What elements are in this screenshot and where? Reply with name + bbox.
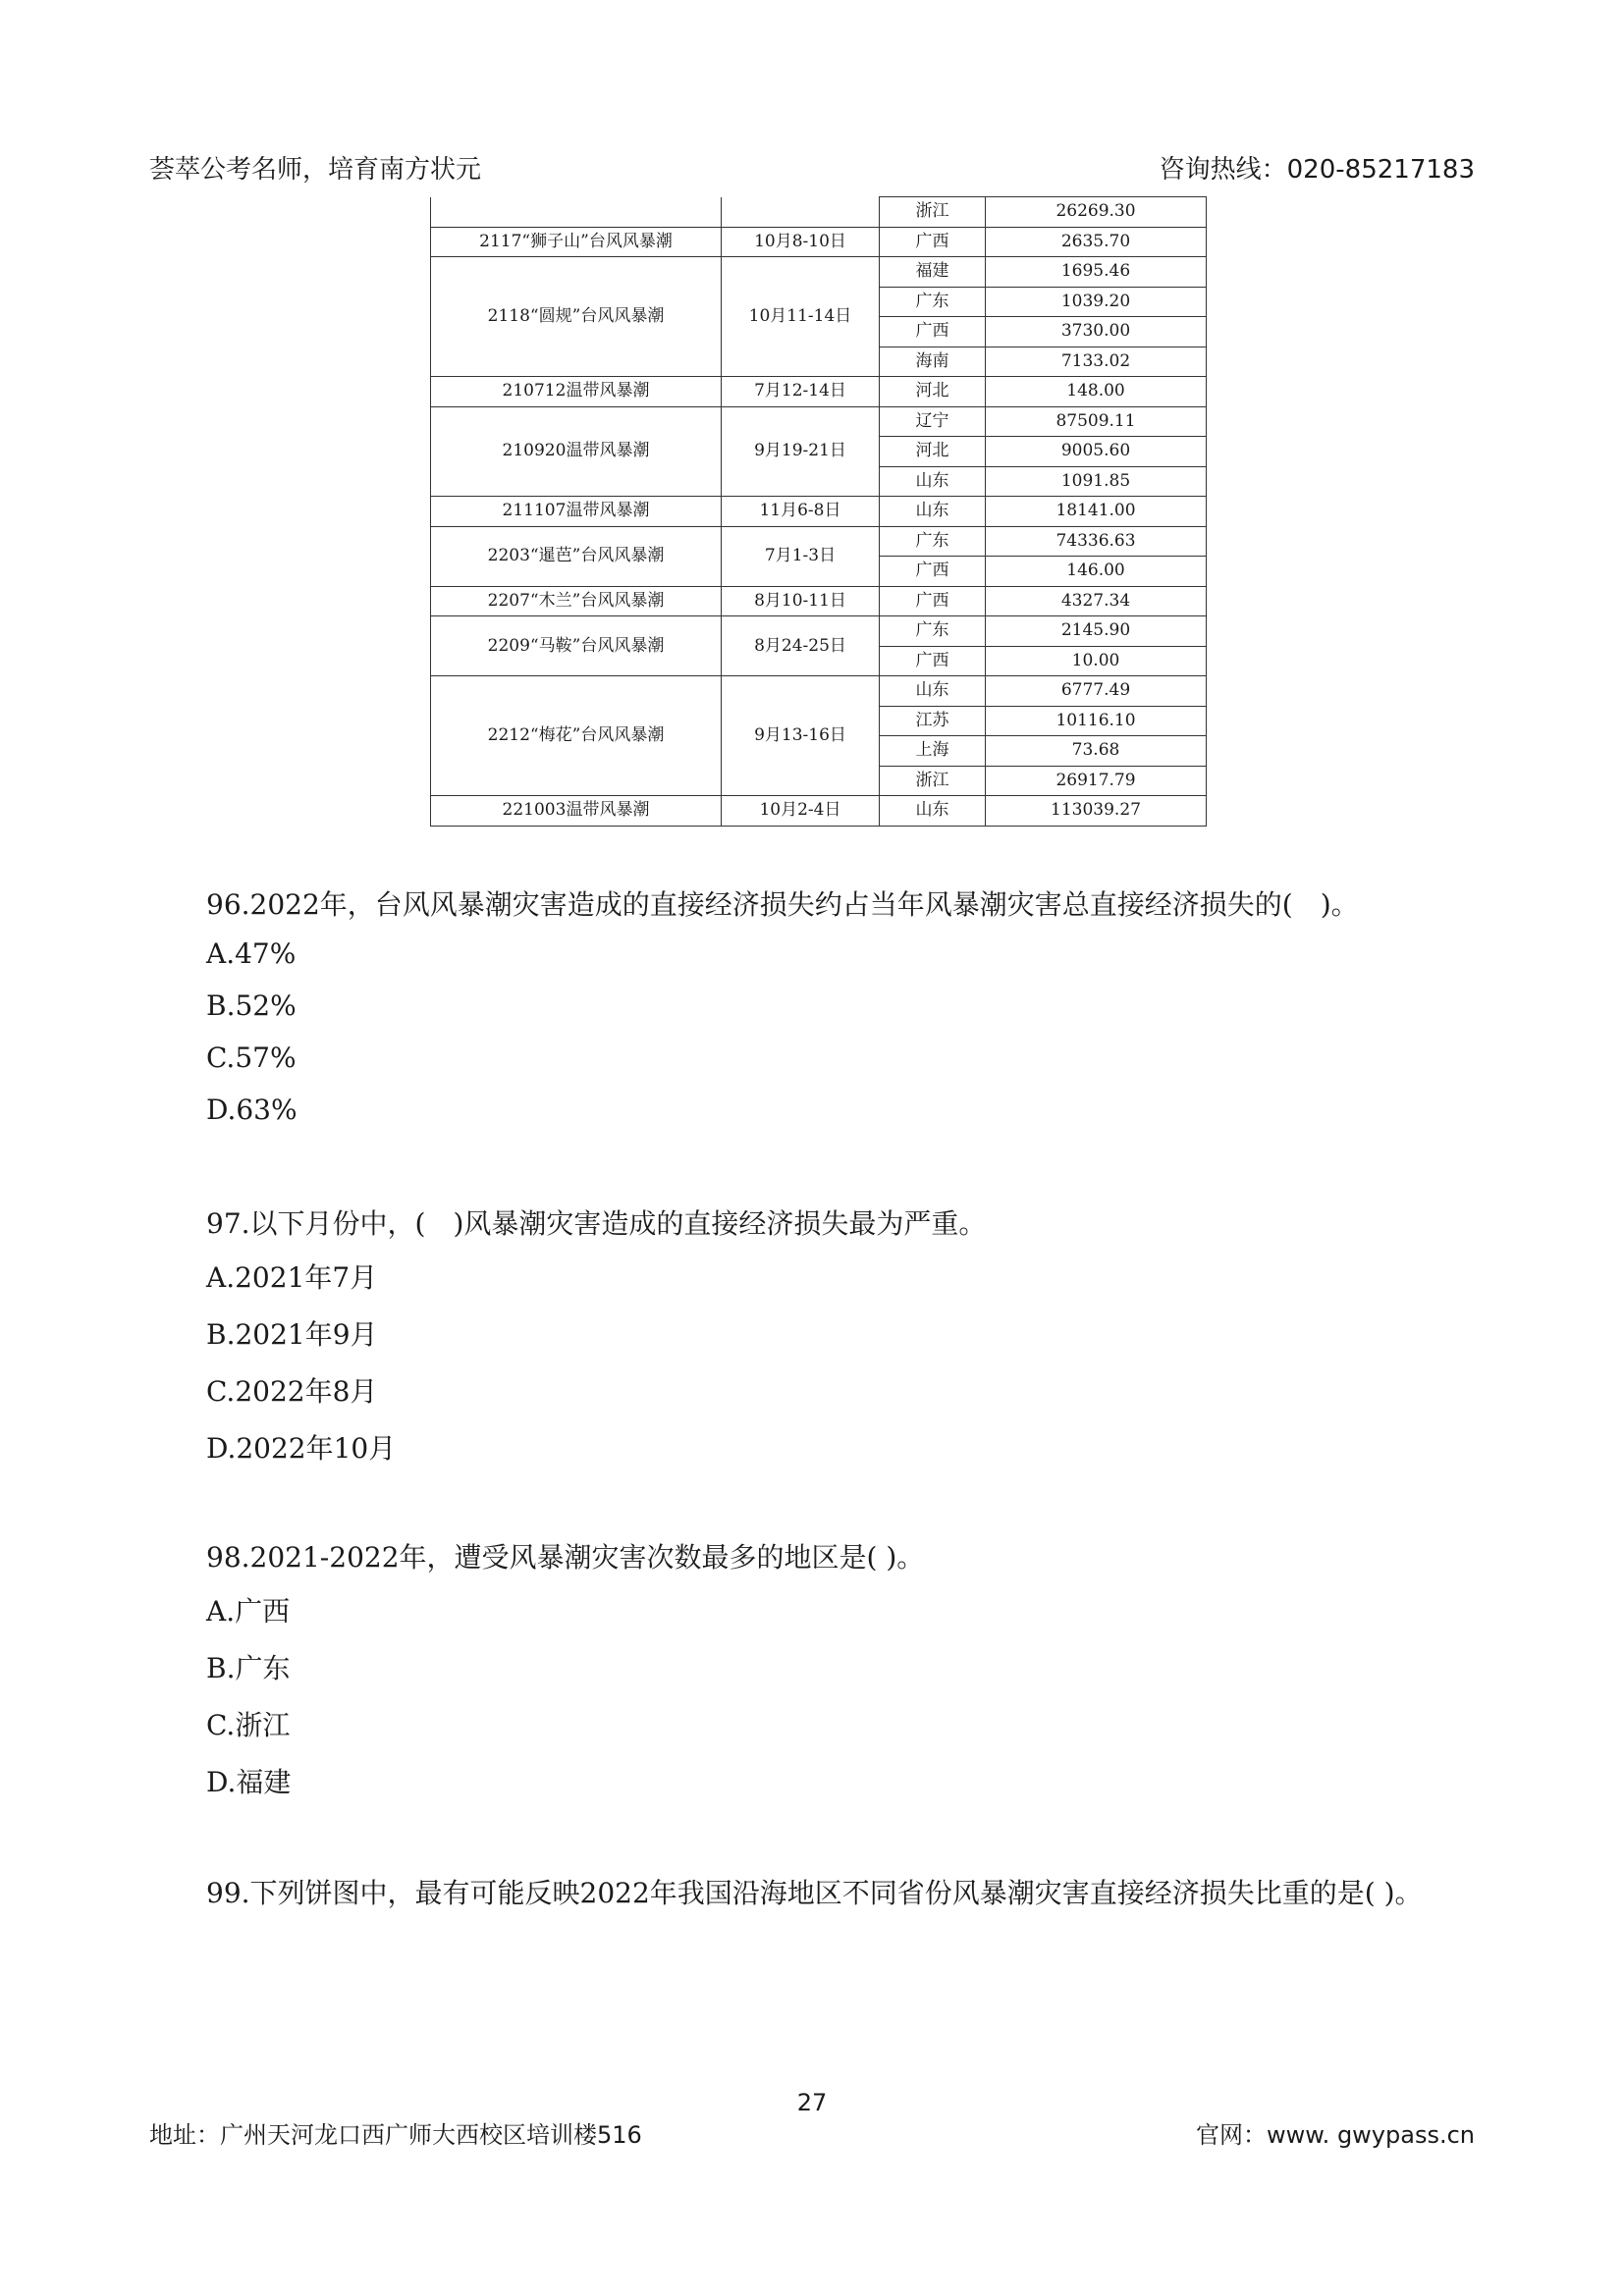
region-cell: 广西 [880, 646, 986, 676]
question-stem: 98.2021-2022年，遭受风暴潮灾害次数最多的地区是( )。 [206, 1541, 925, 1574]
table-row [431, 676, 1207, 707]
table-row [431, 497, 1207, 527]
loss-value-cell: 74336.63 [986, 526, 1207, 557]
date-cell: 10月11-14日 [722, 257, 880, 377]
region-cell: 河北 [880, 437, 986, 467]
event-name-cell: 211107温带风暴潮 [431, 497, 722, 527]
loss-value-cell: 7133.02 [986, 347, 1207, 377]
footer-address: 地址：广州天河龙口西广师大西校区培训楼516 [149, 2121, 642, 2149]
answer-option[interactable]: C.2022年8月 [206, 1375, 378, 1408]
header-slogan: 荟萃公考名师，培育南方状元 [149, 155, 482, 185]
event-name-cell: 2117“狮子山”台风风暴潮 [431, 227, 722, 257]
loss-value-cell: 3730.00 [986, 317, 1207, 347]
table-row [431, 227, 1207, 257]
loss-value-cell: 148.00 [986, 377, 1207, 407]
question-stem: 99.下列饼图中，最有可能反映2022年我国沿海地区不同省份风暴潮灾害直接经济损失比重的是( )。 [206, 1877, 1423, 1909]
date-cell: 9月13-16日 [722, 676, 880, 796]
date-cell [722, 197, 880, 228]
answer-option[interactable]: B.52% [206, 989, 297, 1022]
region-cell: 广西 [880, 586, 986, 616]
date-cell: 9月19-21日 [722, 406, 880, 497]
answer-option[interactable]: B.广东 [206, 1652, 291, 1684]
loss-value-cell: 2635.70 [986, 227, 1207, 257]
table-row [431, 526, 1207, 557]
loss-value-cell: 4327.34 [986, 586, 1207, 616]
region-cell: 广东 [880, 526, 986, 557]
loss-value-cell: 10116.10 [986, 706, 1207, 736]
table-row [431, 197, 1207, 228]
region-cell: 广西 [880, 227, 986, 257]
answer-option[interactable]: D.福建 [206, 1766, 292, 1798]
date-cell: 7月1-3日 [722, 526, 880, 586]
loss-value-cell: 1039.20 [986, 287, 1207, 317]
region-cell: 河北 [880, 377, 986, 407]
storm-surge-loss-table [430, 196, 1207, 827]
answer-option[interactable]: A.2021年7月 [206, 1261, 378, 1294]
loss-value-cell: 87509.11 [986, 406, 1207, 437]
region-cell: 浙江 [880, 766, 986, 796]
answer-option[interactable]: C.浙江 [206, 1709, 291, 1741]
date-cell: 11月6-8日 [722, 497, 880, 527]
region-cell: 上海 [880, 736, 986, 767]
answer-option[interactable]: D.63% [206, 1094, 298, 1126]
loss-value-cell: 2145.90 [986, 616, 1207, 647]
region-cell: 江苏 [880, 706, 986, 736]
region-cell: 山东 [880, 796, 986, 827]
loss-value-cell: 26269.30 [986, 197, 1207, 228]
loss-value-cell: 1695.46 [986, 257, 1207, 288]
date-cell: 10月8-10日 [722, 227, 880, 257]
region-cell: 浙江 [880, 197, 986, 228]
footer-website: 官网：www. gwypass.cn [1196, 2121, 1475, 2149]
loss-value-cell: 73.68 [986, 736, 1207, 767]
region-cell: 山东 [880, 466, 986, 497]
loss-value-cell: 26917.79 [986, 766, 1207, 796]
answer-option[interactable]: A.47% [206, 937, 297, 970]
event-name-cell: 2212“梅花”台风风暴潮 [431, 676, 722, 796]
loss-value-cell: 9005.60 [986, 437, 1207, 467]
event-name-cell: 210920温带风暴潮 [431, 406, 722, 497]
table-row [431, 377, 1207, 407]
question-stem: 96.2022年，台风风暴潮灾害造成的直接经济损失约占当年风暴潮灾害总直接经济损失的( )。 [206, 888, 1359, 921]
region-cell: 福建 [880, 257, 986, 288]
event-name-cell: 2118“圆规”台风风暴潮 [431, 257, 722, 377]
event-name-cell: 2203“暹芭”台风风暴潮 [431, 526, 722, 586]
loss-value-cell: 146.00 [986, 557, 1207, 587]
event-name-cell: 2207“木兰”台风风暴潮 [431, 586, 722, 616]
region-cell: 广东 [880, 616, 986, 647]
answer-option[interactable]: A.广西 [206, 1595, 291, 1628]
region-cell: 山东 [880, 676, 986, 707]
loss-value-cell: 6777.49 [986, 676, 1207, 707]
loss-value-cell: 1091.85 [986, 466, 1207, 497]
region-cell: 山东 [880, 497, 986, 527]
table-row [431, 796, 1207, 827]
event-name-cell [431, 197, 722, 228]
date-cell: 8月10-11日 [722, 586, 880, 616]
page-number: 27 [796, 2089, 828, 2116]
answer-option[interactable]: D.2022年10月 [206, 1432, 397, 1465]
table-row [431, 586, 1207, 616]
region-cell: 广西 [880, 557, 986, 587]
region-cell: 海南 [880, 347, 986, 377]
date-cell: 10月2-4日 [722, 796, 880, 827]
question-stem: 97.以下月份中，( )风暴潮灾害造成的直接经济损失最为严重。 [206, 1207, 987, 1240]
answer-option[interactable]: C.57% [206, 1041, 297, 1074]
header-hotline: 咨询热线：020-85217183 [1159, 155, 1475, 185]
loss-value-cell: 113039.27 [986, 796, 1207, 827]
table-row [431, 616, 1207, 647]
region-cell: 广东 [880, 287, 986, 317]
event-name-cell: 221003温带风暴潮 [431, 796, 722, 827]
event-name-cell: 2209“马鞍”台风风暴潮 [431, 616, 722, 676]
loss-value-cell: 18141.00 [986, 497, 1207, 527]
date-cell: 7月12-14日 [722, 377, 880, 407]
loss-value-cell: 10.00 [986, 646, 1207, 676]
answer-option[interactable]: B.2021年9月 [206, 1318, 378, 1351]
event-name-cell: 210712温带风暴潮 [431, 377, 722, 407]
table-row [431, 257, 1207, 288]
region-cell: 辽宁 [880, 406, 986, 437]
date-cell: 8月24-25日 [722, 616, 880, 676]
region-cell: 广西 [880, 317, 986, 347]
table-row [431, 406, 1207, 437]
